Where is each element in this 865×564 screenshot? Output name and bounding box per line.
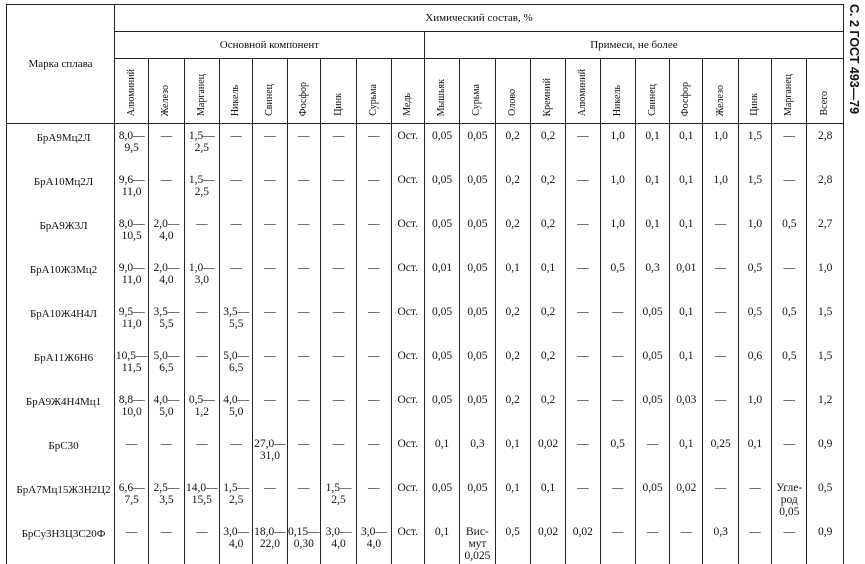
col-header: Железо [149, 59, 184, 124]
table-cell: — [287, 476, 320, 520]
table-cell: — [772, 432, 807, 476]
table-cell: — [357, 256, 391, 300]
table-cell: 0,1 [670, 300, 703, 344]
table-cell: — [320, 432, 356, 476]
table-cell: — [772, 124, 807, 169]
table-cell: 18,0— 22,0 [253, 520, 287, 564]
table-cell: 0,3 [703, 520, 738, 564]
table-row [7, 432, 844, 476]
col-header: Алюминий [115, 59, 149, 124]
col-header: Железо [703, 59, 738, 124]
table-cell: — [253, 168, 287, 212]
table-row [7, 520, 844, 564]
table-cell: 0,05 [424, 124, 459, 169]
table-cell: — [219, 124, 252, 169]
table-cell: 0,2 [530, 168, 565, 212]
table-cell: Угле- род 0,05 [772, 476, 807, 520]
table-cell: Ост. [391, 300, 424, 344]
table-cell: 27,0— 31,0 [253, 432, 287, 476]
table-cell: 1,0— 3,0 [184, 256, 219, 300]
table-cell: — [772, 520, 807, 564]
alloy-grade-cell: БрСу3Н3Ц3С20Ф [7, 520, 115, 564]
table-cell: 8,0— 9,5 [115, 124, 149, 169]
table-cell: 5,0— 6,5 [149, 344, 184, 388]
table-cell: — [287, 388, 320, 432]
table-cell: 0,05 [424, 300, 459, 344]
table-cell: 2,0— 4,0 [149, 212, 184, 256]
table-cell: — [566, 300, 600, 344]
table-cell: 3,0— 4,0 [320, 520, 356, 564]
table-cell: 4,0— 5,0 [149, 388, 184, 432]
table-cell: — [703, 212, 738, 256]
col-header: Цинк [320, 59, 356, 124]
table-cell: — [287, 256, 320, 300]
table-cell: 9,6— 11,0 [115, 168, 149, 212]
table-cell: 1,0 [703, 124, 738, 169]
header-main-component: Основной компонент [115, 32, 425, 59]
table-cell: 0,02 [566, 520, 600, 564]
table-cell: — [703, 476, 738, 520]
table-cell: 0,5 [772, 344, 807, 388]
alloy-grade-cell: БрА10Мц2Л [7, 168, 115, 212]
alloy-grade-cell: БрА10Ж3Мц2 [7, 256, 115, 300]
table-cell: — [184, 344, 219, 388]
table-cell: 2,8 [807, 168, 844, 212]
table-cell: — [253, 212, 287, 256]
table-cell: — [253, 124, 287, 169]
table-cell: Ост. [391, 432, 424, 476]
table-cell: 1,5 [738, 168, 771, 212]
table-cell: — [566, 124, 600, 169]
table-cell: — [287, 124, 320, 169]
alloy-grade-cell: БрА9Ж4Н4Мц1 [7, 388, 115, 432]
table-cell: — [566, 344, 600, 388]
table-cell: 0,9 [807, 520, 844, 564]
table-cell: — [357, 212, 391, 256]
table-cell: 0,1 [530, 476, 565, 520]
table-cell: 1,0 [738, 212, 771, 256]
table-cell: 0,15— 0,30 [287, 520, 320, 564]
table-cell: — [287, 432, 320, 476]
table-cell: 8,8— 10,0 [115, 388, 149, 432]
table-cell: 0,05 [424, 476, 459, 520]
col-header: Цинк [738, 59, 771, 124]
table-cell: — [253, 344, 287, 388]
table-cell: 0,01 [424, 256, 459, 300]
col-header: Фосфор [287, 59, 320, 124]
table-cell: Ост. [391, 256, 424, 300]
alloy-grade-cell: БрА9Мц2Л [7, 124, 115, 169]
table-cell: — [184, 300, 219, 344]
table-cell: — [320, 256, 356, 300]
table-cell: 0,05 [424, 212, 459, 256]
table-cell: 0,1 [670, 344, 703, 388]
table-cell: — [253, 388, 287, 432]
table-cell: — [357, 168, 391, 212]
table-cell: — [357, 388, 391, 432]
table-row [7, 388, 844, 432]
table-cell: 0,5 [495, 520, 530, 564]
table-cell: 0,2 [530, 344, 565, 388]
table-cell: — [566, 256, 600, 300]
table-cell: 0,1 [738, 432, 771, 476]
table-row [7, 168, 844, 212]
table-cell: 0,1 [495, 432, 530, 476]
table-cell: 0,6 [738, 344, 771, 388]
table-cell: 0,2 [495, 300, 530, 344]
table-cell: 3,0— 4,0 [357, 520, 391, 564]
table-cell: — [566, 432, 600, 476]
table-cell: 0,1 [670, 124, 703, 169]
column-header-row [7, 59, 844, 124]
table-cell: 0,05 [460, 344, 495, 388]
table-cell: 2,0— 4,0 [149, 256, 184, 300]
table-cell: 0,1 [530, 256, 565, 300]
table-cell: — [253, 256, 287, 300]
table-cell: 5,0— 6,5 [219, 344, 252, 388]
table-cell: — [115, 520, 149, 564]
table-cell: Ост. [391, 344, 424, 388]
table-cell: — [149, 124, 184, 169]
table-cell: 0,5 [600, 256, 635, 300]
table-cell: 1,5 [807, 344, 844, 388]
table-cell: 0,1 [635, 212, 669, 256]
col-header: Свинец [635, 59, 669, 124]
table-cell: — [357, 300, 391, 344]
table-cell: — [703, 388, 738, 432]
table-cell: — [320, 124, 356, 169]
table-cell: — [320, 300, 356, 344]
table-cell: 0,1 [635, 168, 669, 212]
table-cell: 10,5— 11,5 [115, 344, 149, 388]
col-header: Никель [219, 59, 252, 124]
table-cell: 4,0— 5,0 [219, 388, 252, 432]
table-cell: 0,05 [460, 300, 495, 344]
table-cell: 0,2 [495, 124, 530, 169]
table-cell: — [703, 344, 738, 388]
table-cell: 0,2 [530, 124, 565, 169]
table-cell: 1,0 [600, 212, 635, 256]
header-alloy-grade: Марка сплава [7, 5, 115, 124]
table-cell: 0,1 [424, 432, 459, 476]
table-cell: — [320, 168, 356, 212]
table-cell: — [566, 212, 600, 256]
table-cell: Ост. [391, 388, 424, 432]
table-cell: 9,0— 11,0 [115, 256, 149, 300]
table-cell: 0,3 [635, 256, 669, 300]
table-cell: 0,05 [635, 344, 669, 388]
table-cell: — [149, 432, 184, 476]
table-cell: — [670, 520, 703, 564]
table-cell: 0,05 [424, 344, 459, 388]
table-row [7, 124, 844, 169]
table-cell: — [600, 520, 635, 564]
col-header: Марганец [772, 59, 807, 124]
alloy-grade-cell: БрА7Мц15Ж3Н2Ц2 [7, 476, 115, 520]
table-cell: 2,5— 3,5 [149, 476, 184, 520]
table-cell: 0,05 [460, 212, 495, 256]
table-cell: 0,9 [807, 432, 844, 476]
table-cell: — [184, 520, 219, 564]
table-cell: 0,02 [670, 476, 703, 520]
table-cell: 0,5— 1,2 [184, 388, 219, 432]
table-cell: 0,05 [635, 300, 669, 344]
table-row [7, 212, 844, 256]
table-cell: 1,5— 2,5 [219, 476, 252, 520]
table-cell: — [772, 388, 807, 432]
table-cell: — [320, 388, 356, 432]
table-cell: 0,05 [424, 168, 459, 212]
table-cell: — [184, 432, 219, 476]
table-cell: 1,5— 2,5 [184, 168, 219, 212]
table-cell: 0,05 [424, 388, 459, 432]
table-cell: — [115, 432, 149, 476]
table-cell: — [635, 432, 669, 476]
table-cell: 0,1 [670, 168, 703, 212]
table-cell: 0,2 [495, 212, 530, 256]
table-cell: 0,05 [460, 388, 495, 432]
table-cell: 0,2 [530, 388, 565, 432]
header-chemical-composition: Химический состав, % [115, 5, 844, 32]
table-cell: 14,0— 15,5 [184, 476, 219, 520]
table-cell: 0,01 [670, 256, 703, 300]
table-cell: 0,5 [807, 476, 844, 520]
table-cell: 1,0 [600, 124, 635, 169]
table-cell: 0,25 [703, 432, 738, 476]
col-header: Марганец [184, 59, 219, 124]
table-cell: Ост. [391, 520, 424, 564]
table-cell: 0,1 [670, 212, 703, 256]
table-cell: Вис- мут 0,025 [460, 520, 495, 564]
table-cell: — [357, 476, 391, 520]
table-cell: — [566, 476, 600, 520]
table-cell: 0,2 [530, 212, 565, 256]
alloy-grade-cell: БрС30 [7, 432, 115, 476]
table-cell: 0,1 [424, 520, 459, 564]
table-cell: — [566, 388, 600, 432]
table-cell: 0,05 [460, 256, 495, 300]
table-cell: Ост. [391, 476, 424, 520]
table-cell: 0,5 [738, 256, 771, 300]
table-cell: Ост. [391, 168, 424, 212]
col-header: Свинец [253, 59, 287, 124]
col-header: Кремний [530, 59, 565, 124]
table-cell: 0,05 [635, 476, 669, 520]
table-cell: — [253, 300, 287, 344]
col-header: Мышьяк [424, 59, 459, 124]
table-cell: — [738, 520, 771, 564]
table-cell: Ост. [391, 124, 424, 169]
table-cell: 6,6— 7,5 [115, 476, 149, 520]
table-cell: 0,2 [495, 168, 530, 212]
table-cell: — [287, 212, 320, 256]
table-cell: — [287, 300, 320, 344]
table-cell: 3,5— 5,5 [149, 300, 184, 344]
col-header: Сурьма [460, 59, 495, 124]
table-cell: — [357, 124, 391, 169]
table-cell: 0,2 [495, 388, 530, 432]
table-cell: 0,5 [772, 212, 807, 256]
table-cell: — [219, 432, 252, 476]
table-row [7, 256, 844, 300]
table-cell: 8,0— 10,5 [115, 212, 149, 256]
table-cell: 0,02 [530, 432, 565, 476]
col-header: Олово [495, 59, 530, 124]
table-cell: 1,5— 2,5 [184, 124, 219, 169]
table-cell: — [320, 212, 356, 256]
table-cell: 1,0 [600, 168, 635, 212]
table-cell: — [600, 388, 635, 432]
table-cell: 0,2 [530, 300, 565, 344]
table-row [7, 476, 844, 520]
table-cell: — [772, 256, 807, 300]
table-cell: 0,05 [460, 168, 495, 212]
table-cell: 0,2 [495, 344, 530, 388]
table-cell: 0,5 [600, 432, 635, 476]
col-header: Алюминий [566, 59, 600, 124]
table-cell: 3,5— 5,5 [219, 300, 252, 344]
table-cell: — [772, 168, 807, 212]
alloy-composition-table [6, 4, 844, 564]
table-cell: — [600, 300, 635, 344]
alloy-grade-cell: БрА10Ж4Н4Л [7, 300, 115, 344]
table-cell: 1,0 [703, 168, 738, 212]
table-cell: — [703, 256, 738, 300]
alloy-grade-cell: БрА11Ж6Н6 [7, 344, 115, 388]
table-cell: — [253, 476, 287, 520]
col-header: Сурьма [357, 59, 391, 124]
table-cell: — [287, 168, 320, 212]
table-cell: — [738, 476, 771, 520]
table-cell: — [357, 432, 391, 476]
table-cell: — [149, 520, 184, 564]
table-cell: 1,2 [807, 388, 844, 432]
table-cell: 0,1 [670, 432, 703, 476]
table-cell: — [600, 476, 635, 520]
table-cell: — [635, 520, 669, 564]
table-cell: 0,03 [670, 388, 703, 432]
table-row [7, 300, 844, 344]
table-cell: 0,1 [495, 476, 530, 520]
table-cell: — [357, 344, 391, 388]
table-cell: — [320, 344, 356, 388]
table-cell: 1,0 [807, 256, 844, 300]
page-label: С. 2 ГОСТ 493—79 [845, 4, 865, 124]
header-impurities: Примеси, не более [424, 32, 843, 59]
table-cell: — [600, 344, 635, 388]
table-cell: 1,5— 2,5 [320, 476, 356, 520]
col-header: Никель [600, 59, 635, 124]
table-cell: 3,0— 4,0 [219, 520, 252, 564]
table-cell: — [287, 344, 320, 388]
col-header: Фосфор [670, 59, 703, 124]
table-cell: — [566, 168, 600, 212]
table-cell: 2,7 [807, 212, 844, 256]
table-cell: 2,8 [807, 124, 844, 169]
alloy-grade-cell: БрА9Ж3Л [7, 212, 115, 256]
table-cell: 0,05 [635, 388, 669, 432]
table-cell: 0,02 [530, 520, 565, 564]
col-header: Всего [807, 59, 844, 124]
table-cell: 1,0 [738, 388, 771, 432]
table-cell: 0,05 [460, 476, 495, 520]
table-cell: 0,5 [738, 300, 771, 344]
table-body [7, 124, 844, 564]
table-cell: 1,5 [738, 124, 771, 169]
table-cell: 0,05 [460, 124, 495, 169]
table-cell: 9,5— 11,0 [115, 300, 149, 344]
table-cell: — [703, 300, 738, 344]
table-cell: 0,3 [460, 432, 495, 476]
table-cell: 0,1 [635, 124, 669, 169]
table-cell: 0,5 [772, 300, 807, 344]
table-row [7, 344, 844, 388]
table-cell: — [219, 256, 252, 300]
table-cell: 0,1 [495, 256, 530, 300]
table-cell: — [219, 212, 252, 256]
table-cell: Ост. [391, 212, 424, 256]
table-cell: — [184, 212, 219, 256]
table-cell: — [219, 168, 252, 212]
col-header: Медь [391, 59, 424, 124]
table-cell: — [149, 168, 184, 212]
table-cell: 1,5 [807, 300, 844, 344]
